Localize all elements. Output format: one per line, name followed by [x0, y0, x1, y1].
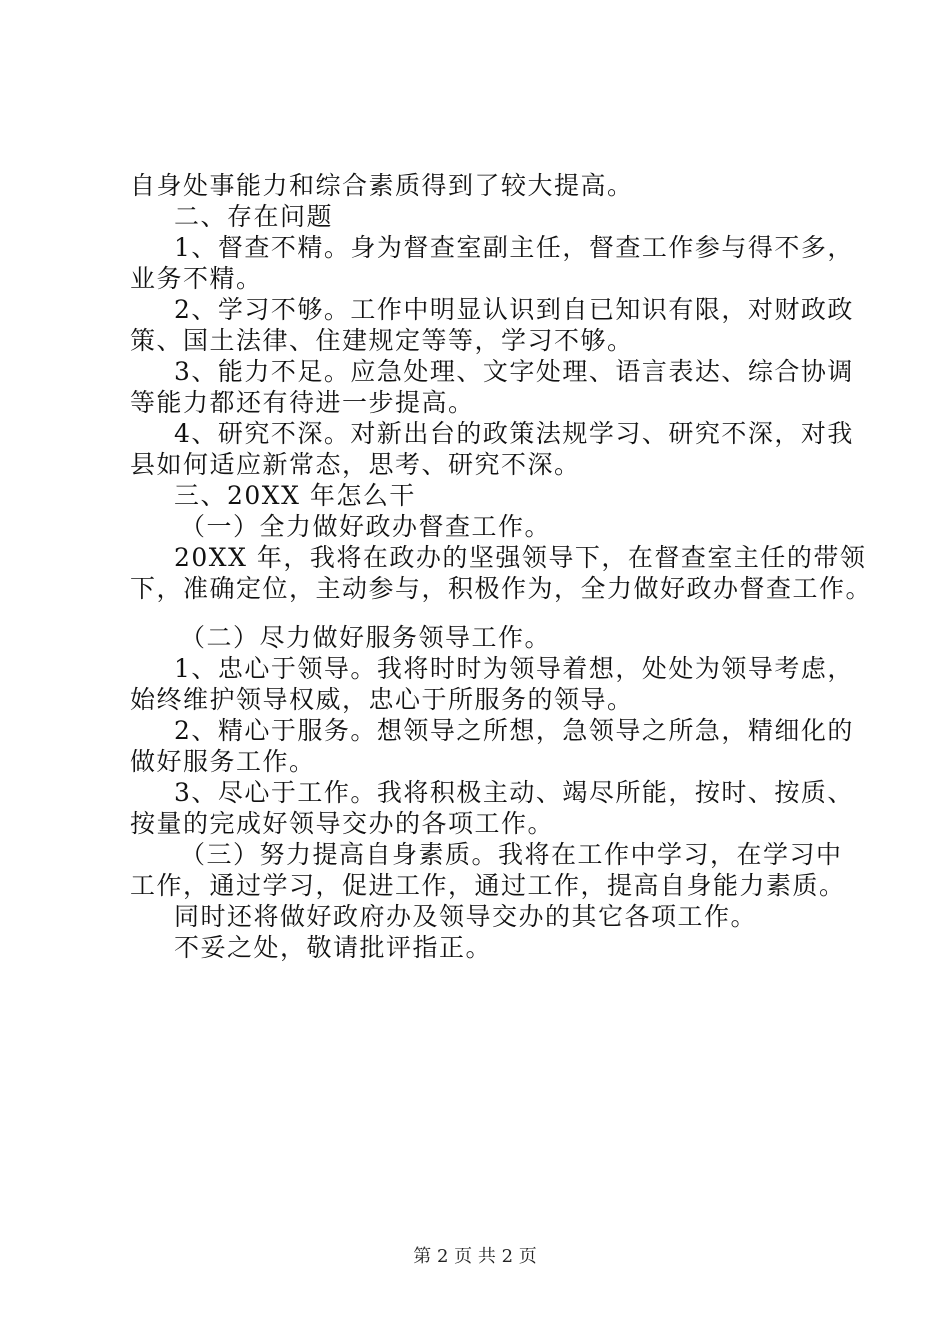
text-line: 3、能力不足。应急处理、文字处理、语言表达、综合协调: [174, 357, 854, 386]
text-line: 20XX 年，我将在政办的坚强领导下，在督查室主任的带领: [174, 543, 867, 572]
text-line: 策、国土法律、住建规定等等，学习不够。: [130, 326, 634, 355]
page-number-footer: 第 2 页 共 2 页: [413, 1246, 537, 1267]
subsection-heading: （三）努力提高自身素质。我将在工作中学习，在学习中: [180, 840, 843, 869]
text-line: 始终维护领导权威，忠心于所服务的领导。: [130, 685, 634, 714]
text-line: 下，准确定位，主动参与，积极作为，全力做好政办督查工作。: [130, 574, 873, 603]
subsection-heading: （一）全力做好政办督查工作。: [180, 512, 552, 541]
text-line: 业务不精。: [130, 264, 263, 293]
text-line: 等能力都还有待进一步提高。: [130, 388, 475, 417]
text-line: 3、尽心于工作。我将积极主动、竭尽所能，按时、按质、: [174, 778, 854, 807]
text-line: 同时还将做好政府办及领导交办的其它各项工作。: [174, 902, 758, 931]
text-line: 不妥之处，敬请批评指正。: [174, 933, 493, 962]
text-line: 4、研究不深。对新出台的政策法规学习、研究不深，对我: [174, 419, 854, 448]
text-line: 县如何适应新常态，思考、研究不深。: [130, 450, 581, 479]
text-line: 1、督查不精。身为督查室副主任，督查工作参与得不多，: [174, 233, 854, 262]
section-heading: 三、20XX 年怎么干: [174, 481, 416, 510]
text-line: 1、忠心于领导。我将时时为领导着想，处处为领导考虑，: [174, 654, 854, 683]
text-line: 自身处事能力和综合素质得到了较大提高。: [130, 171, 634, 200]
section-heading: 二、存在问题: [174, 202, 334, 231]
text-line: 2、精心于服务。想领导之所想，急领导之所急，精细化的: [174, 716, 854, 745]
document-body: [130, 170, 873, 963]
paragraph-gap: [130, 604, 830, 622]
subsection-heading: （二）尽力做好服务领导工作。: [180, 623, 552, 652]
text-line: 做好服务工作。: [130, 747, 316, 776]
text-line: 按量的完成好领导交办的各项工作。: [130, 809, 555, 838]
text-line: 工作，通过学习，促进工作，通过工作，提高自身能力素质。: [130, 871, 846, 900]
text-line: 2、学习不够。工作中明显认识到自已知识有限，对财政政: [174, 295, 854, 324]
